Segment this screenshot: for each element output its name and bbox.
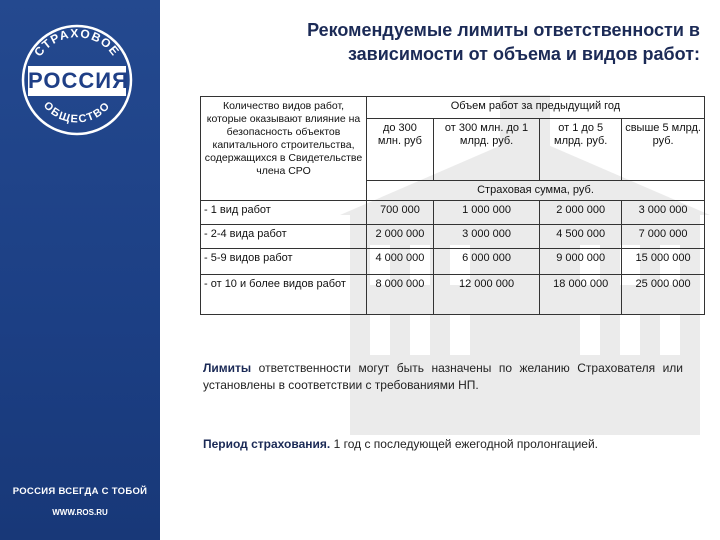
table-volume-header: Объем работ за предыдущий год [367,97,705,119]
column-header: от 300 млн. до 1 млрд. руб. [433,119,539,181]
limits-note-bold: Лимиты [203,361,252,375]
column-header: до 300 млн. руб [367,119,434,181]
period-note-bold: Период страхования. [203,437,331,451]
brand-sidebar [0,0,160,540]
table-row [201,275,705,315]
limits-table [200,96,705,315]
title-line-1: Рекомендуемые лимиты ответственности в [307,20,700,40]
row-label: - от 10 и более видов работ [201,275,367,315]
website-link[interactable]: WWW.ROS.RU [52,508,108,517]
row-label: - 1 вид работ [201,201,367,225]
svg-text:ОБЩЕСТВО [41,100,113,126]
period-note [203,436,693,453]
table-cell: 8 000 000 [367,275,434,315]
table-row [201,225,705,249]
company-logo [12,14,142,139]
table-cell: 700 000 [367,201,434,225]
limits-note [203,360,683,394]
table-sum-header: Страховая сумма, руб. [367,181,705,201]
row-label: - 5-9 видов работ [201,249,367,275]
row-label: - 2-4 вида работ [201,225,367,249]
column-header: свыше 5 млрд. руб. [622,119,705,181]
table-cell: 12 000 000 [433,275,539,315]
table-cell: 2 000 000 [367,225,434,249]
table-row [201,249,705,275]
table-desc-header: Количество видов работ, которые оказывают влияние на безопасность объектов капитального строительства, содержащихся в Свидетельстве члена СРО [201,97,367,201]
limits-note-text: ответственности могут быть назначены по желанию Страхователя или установлены в соответствии с требованиями НП. [203,361,683,392]
brand-slogan: РОССИЯ ВСЕГДА С ТОБОЙ [12,486,148,497]
column-header: от 1 до 5 млрд. руб. [540,119,622,181]
table-cell: 9 000 000 [540,249,622,275]
svg-text:СТРАХОВОЕ [31,26,122,59]
page-title [200,18,700,66]
table-cell: 2 000 000 [540,201,622,225]
logo-main-text: РОССИЯ [28,66,126,96]
table-row [201,201,705,225]
table-cell: 7 000 000 [622,225,705,249]
table-cell: 3 000 000 [622,201,705,225]
logo-top-text: СТРАХОВОЕ [31,26,123,60]
table-cell: 3 000 000 [433,225,539,249]
logo-bottom-text: ОБЩЕСТВО [40,99,114,126]
table-cell: 15 000 000 [622,249,705,275]
table-cell: 6 000 000 [433,249,539,275]
title-line-2: зависимости от объема и видов работ: [347,44,700,64]
table-cell: 4 000 000 [367,249,434,275]
table-cell: 4 500 000 [540,225,622,249]
table-cell: 1 000 000 [433,201,539,225]
table-cell: 25 000 000 [622,275,705,315]
period-note-text: 1 год с последующей ежегодной пролонгацией. [330,437,599,451]
table-cell: 18 000 000 [540,275,622,315]
